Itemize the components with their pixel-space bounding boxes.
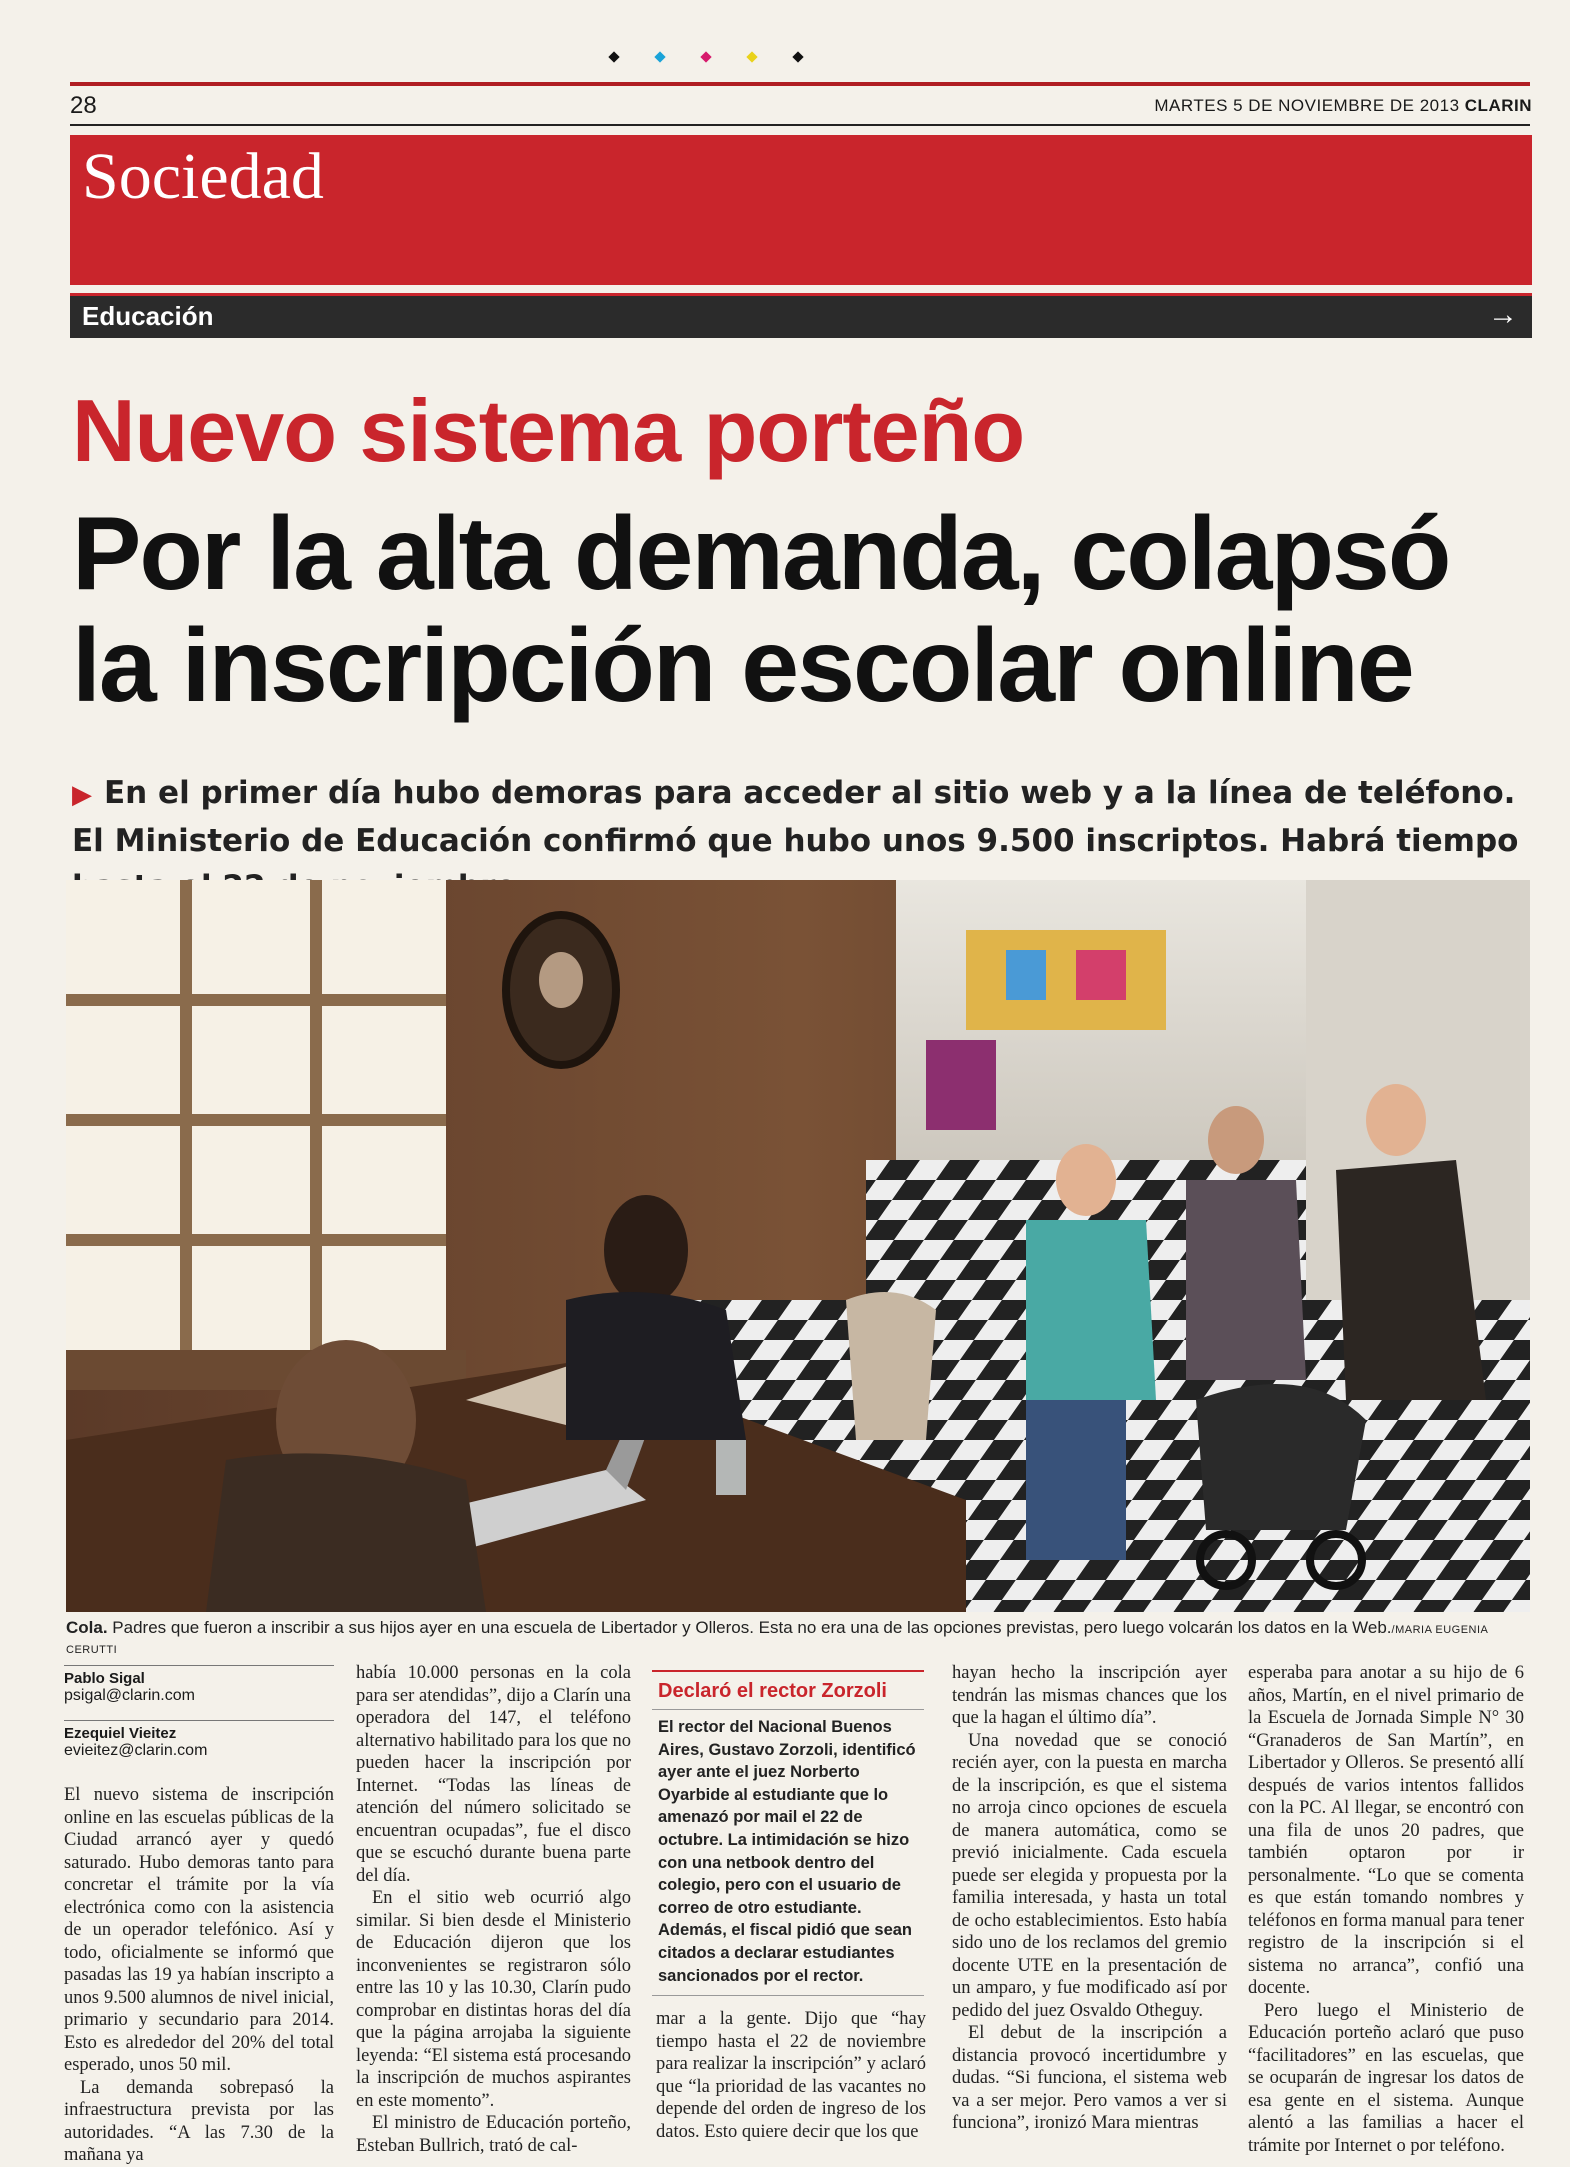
page-number: 28 (70, 92, 97, 119)
top-rule (70, 82, 1530, 86)
date: MARTES 5 DE NOVIEMBRE DE 2013 (1154, 96, 1460, 115)
registration-marks (610, 48, 910, 62)
sidebar-title: Declaró el rector Zorzoli (652, 1672, 924, 1710)
caption-lead: Cola. (66, 1618, 108, 1637)
paragraph: hayan hecho la inscripción ayer tendrán las mismas chances que los que la hagan el último día”. (952, 1663, 1227, 1728)
paper-name: CLARIN (1464, 96, 1532, 115)
dateline (1154, 96, 1532, 116)
column-5 (1248, 1662, 1524, 2157)
photo-caption (66, 1618, 1530, 1658)
paragraph: El ministro de Educación porteño, Esteban Bullrich, trató de cal- (356, 2113, 631, 2156)
subsection-title: Educación (82, 301, 214, 331)
triangle-bullet-icon: ▶ (72, 780, 92, 810)
headline: Por la alta demanda, colapsó la inscripción escolar online (72, 496, 1450, 724)
paragraph: Pero luego el Ministerio de Educación porteño aclaró que puso “facilitadores” en las escuelas, que se ocuparán de ingresar los datos de esa gente en el sistema. Aunque alentó a las familias a hacer el trámite por Internet o por teléfono. (1248, 2000, 1524, 2156)
caption-text: Padres que fueron a inscribir a sus hijos ayer en una escuela de Libertador y Olleros. Esta no era una de las opciones previstas, pero luego volcarán los datos en la Web. (112, 1618, 1392, 1637)
paragraph: esperaba para anotar a su hijo de 6 años, Martín, en el nivel primario de la Escuela de Jornada Simple N° 30 “Granaderos de San Martín”, en Libertador y Olleros. Se presentó allí después de varios intentos fallidos con la PC. Al llegar, se encontró con una fila de unos 20 padres, que también optaron por ir personalmente. “Lo que se comenta es que están tomando nombres y teléfonos en forma manual para tener registro de la inscripción si el sistema no arranca”, confió una docente. (1248, 1663, 1524, 1998)
kicker: Nuevo sistema porteño (72, 381, 1025, 480)
paragraph: La demanda sobrepasó la infraestructura prevista por las autoridades. “A las 7.30 de la mañana ya (64, 2077, 334, 2165)
author-email: psigal@clarin.com (64, 1687, 195, 1704)
section-banner (70, 135, 1532, 285)
paragraph: El debut de la inscripción a distancia provocó incertidumbre y dudas. “Si funciona, el sistema web va a ser mejor. Pero vamos a ver si funciona”, ironizó Mara mientras (952, 2023, 1227, 2133)
sidebar-text: El rector del Nacional Buenos Aires, Gustavo Zorzoli, identificó ayer ante el juez Norberto Oyarbide al estudiante que lo amenazó por mail el 22 de octubre. La intimidación se hizo con una netbook dentro del colegio, pero con el usuario de correo de otro estudiante. Además, el fiscal pidió que sean citados a declarar estudiantes sancionados por el rector. (652, 1710, 924, 1996)
arrow-right-icon: → (1488, 298, 1518, 331)
column-2 (356, 1662, 631, 2157)
byline-2 (64, 1720, 334, 1760)
paragraph: había 10.000 personas en la cola para ser atendidas”, dijo a Clarín una operadora del 147, el teléfono alternativo habilitado para los que no pueden hacer la inscripción por Internet. “Todas las líneas de atención del número solicitado se encuentran ocupadas”, fue el disco que se escuchó durante buena parte del día. (356, 1663, 631, 1886)
header-rule (70, 124, 1530, 126)
column-3 (656, 2008, 926, 2143)
paragraph: El nuevo sistema de inscripción online en las escuelas públicas de la Ciudad arrancó ayer y quedó saturado. Hubo demoras tanto para concretar el trámite por la vía electrónica como con la asistencia de un operador telefónico. Así y todo, oficialmente se informó que pasadas las 19 ya habían inscripto a unos 9.500 alumnos de nivel inicial, primario y secundario para 2014. Esto es alrededor del 20% del total esperado, unos 50 mil. (64, 1785, 334, 2075)
subsection-bar (70, 293, 1532, 338)
paragraph: En el sitio web ocurrió algo similar. Si bien desde el Ministerio de Educación dijeron que los inconvenientes se registraron sólo entre las 10 y las 10.30, Clarín pudo comprobar en distintas horas del día que la página arrojaba la siguiente leyenda: “El sistema está procesando la inscripción de muchos aspirantes en este momento”. (356, 1888, 631, 2111)
author-email: evieitez@clarin.com (64, 1742, 208, 1759)
paragraph: mar a la gente. Dijo que “hay tiempo hasta el 22 de noviembre para realizar la inscripción” y aclaró que “la prioridad de las vacantes no depende del orden de ingreso de los datos. Esto quiere decir que los que (656, 2009, 926, 2142)
paragraph: Una novedad que se conoció recién ayer, con la puesta en marcha de la inscripción, es que el sistema no arroja cinco opciones de escuela de manera automática, como se previó inicialmente. Cada escuela puede ser elegida y propuesta por la familia interesada, y hasta un total de ocho establecimientos. Esto había sido uno de los reclamos del gremio docente UTE en la presentación de un amparo, y fue modificado así por pedido del juez Osvaldo Otheguy. (952, 1730, 1227, 2021)
article-photo (66, 880, 1530, 1612)
byline-1 (64, 1665, 334, 1705)
author-name: Ezequiel Vieitez (64, 1725, 177, 1742)
section-title: Sociedad (82, 140, 324, 213)
deck-text: En el primer día hubo demoras para acceder al sitio web y a la línea de teléfono. El Ministerio de Educación confirmó que hubo unos 9.500 inscriptos. Habrá tiempo (72, 775, 1519, 859)
column-4 (952, 1662, 1227, 2135)
author-name: Pablo Sigal (64, 1670, 145, 1687)
sidebar-box (652, 1670, 924, 1996)
photo-credit: /MARIA EUGENIA CERUTTI (66, 1624, 1488, 1656)
photo-illustration (66, 880, 1530, 1612)
column-1 (64, 1784, 334, 2167)
